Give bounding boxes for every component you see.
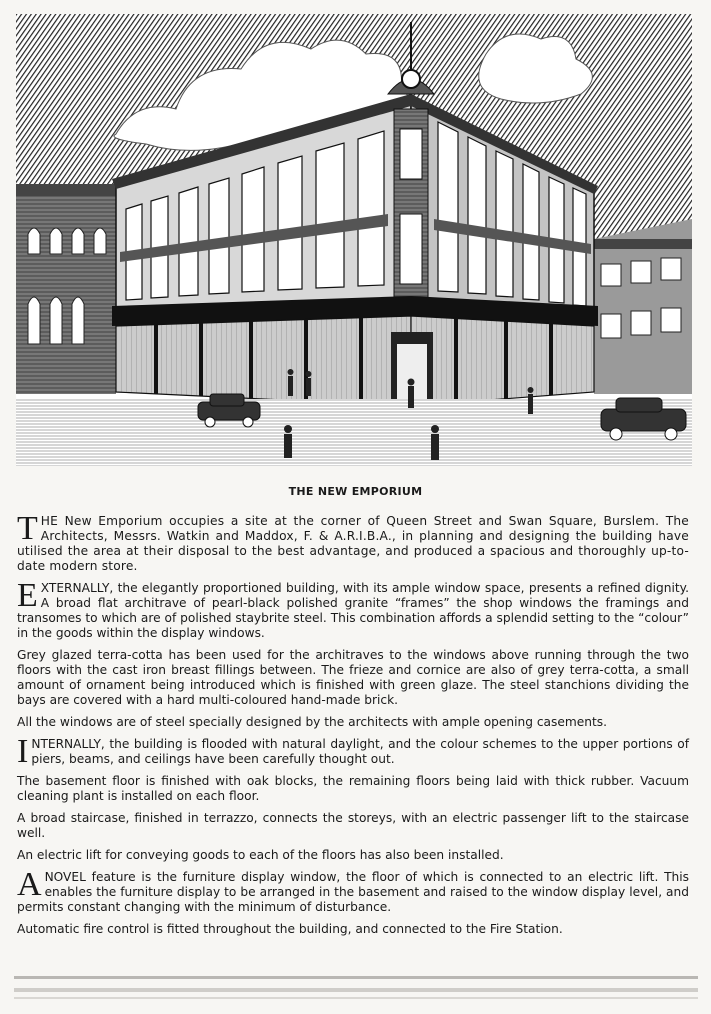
article-body bbox=[17, 510, 689, 944]
drop-cap: T bbox=[17, 510, 38, 547]
footer-rule bbox=[14, 997, 698, 999]
paragraph-goods-lift: An electric lift for conveying goods to each of the floors has also been installed. bbox=[17, 848, 504, 862]
paragraph-internally bbox=[17, 733, 689, 770]
street bbox=[16, 399, 692, 466]
figure-caption: THE NEW EMPORIUM bbox=[288, 485, 423, 498]
drop-cap: E bbox=[17, 577, 38, 614]
paragraph-text: NOVEL feature is the furniture display window, the floor of which is connected to an electric lift. This enables the furniture display to be arranged in the basement and raised to the window display level, and permits constant changing with the minimum of disturbance. bbox=[17, 870, 689, 914]
drop-cap: I bbox=[17, 733, 29, 770]
paragraph-text: HE New Emporium occupies a site at the corner of Queen Street and Swan Square, Burslem. The Architects, Messrs. Watkin and Maddox, F. & A.R.I.B.A., in planning and designing the building have utilised the area at their disposal to the best advantage, and produced a spacious and thoroughly up-to-date modern store. bbox=[17, 514, 689, 573]
paragraph-text: NTERNALLY, the building is flooded with natural daylight, and the colour schemes to the upper portions of piers, beams, and ceilings have been carefully thought out. bbox=[31, 737, 689, 766]
footer-rule bbox=[14, 976, 698, 979]
building-sketch bbox=[16, 14, 692, 466]
right-building bbox=[594, 219, 692, 394]
paragraph-novel-feature bbox=[17, 866, 689, 915]
paragraph-fire-control: Automatic fire control is fitted throughout the building, and connected to the Fire Station. bbox=[17, 922, 563, 936]
paragraph-intro bbox=[17, 510, 689, 574]
paragraph-staircase: A broad staircase, finished in terrazzo, connects the storeys, with an electric passenger lift to the staircase well. bbox=[17, 811, 689, 840]
left-building bbox=[16, 184, 116, 394]
drop-cap: A bbox=[17, 866, 42, 903]
paragraph-floors: The basement floor is finished with oak blocks, the remaining floors being laid with thick rubber. Vacuum cleaning plant is installed on each floor. bbox=[17, 774, 689, 803]
paragraph-externally bbox=[17, 577, 689, 641]
paragraph-windows: All the windows are of steel specially designed by the architects with ample opening casements. bbox=[17, 715, 607, 729]
footer-rule bbox=[14, 988, 698, 992]
paragraph-terracotta: Grey glazed terra-cotta has been used for the architraves to the windows above running through the two floors with the cast iron breast fillings between. The frieze and cornice are also of grey terra-cotta, a small amount of ornament being introduced which is finished with green glaze. The steel stanchions dividing the bays are covered with a hard multi-coloured hand-made brick. bbox=[17, 648, 689, 707]
paragraph-text: XTERNALLY, the elegantly proportioned building, with its ample window space, presents a refined dignity. A broad flat architrave of pearl-black polished granite “frames” the shop windows the framings and transomes to which are of polished staybrite steel. This combination affords a splendid setting to the “colour” in the goods within the display windows. bbox=[17, 581, 689, 640]
building-illustration bbox=[16, 14, 692, 466]
